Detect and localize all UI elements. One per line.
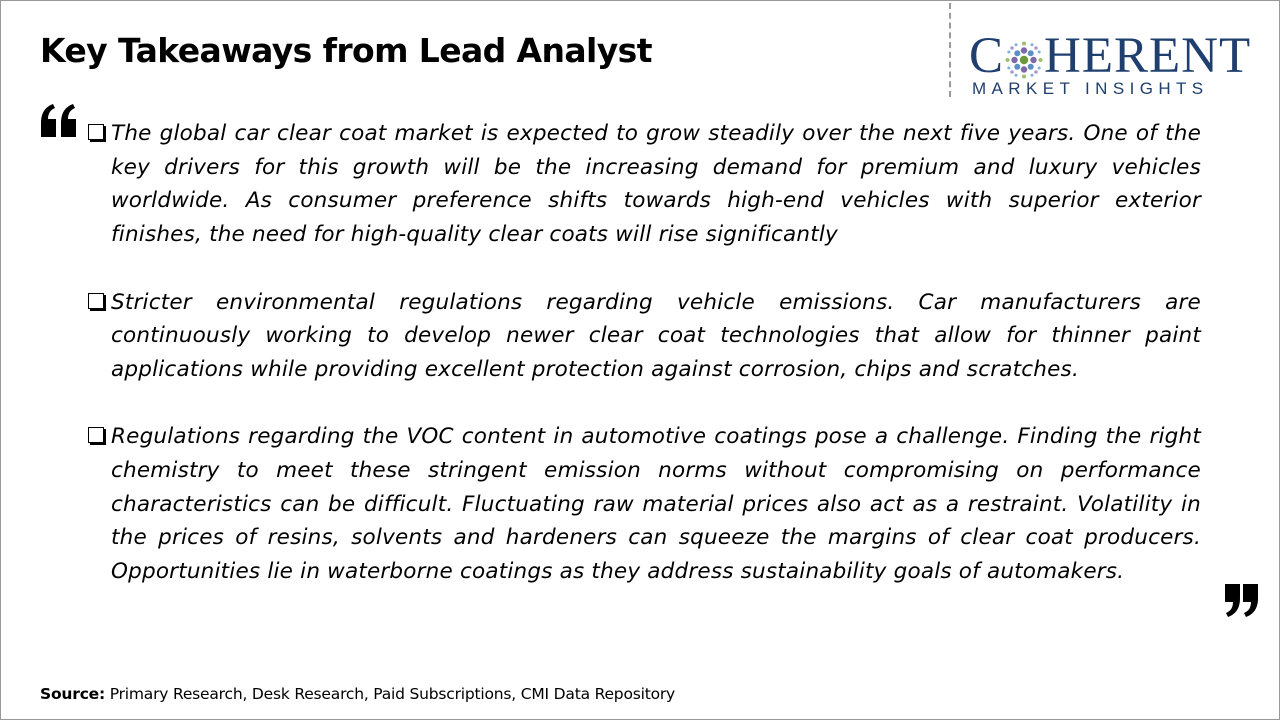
close-quote-icon — [1223, 584, 1259, 618]
checkbox-square-icon — [88, 124, 104, 140]
list-item — [87, 117, 1201, 252]
logo-word-start: C — [969, 28, 1005, 84]
source-text: Primary Research, Desk Research, Paid Subscriptions, CMI Data Repository — [105, 685, 676, 703]
takeaways-list — [87, 117, 1201, 623]
logo-subtitle: MARKET INSIGHTS — [972, 79, 1209, 98]
bullet-text: Stricter environmental regulations regarding vehicle emissions. Car manufacturers are continuously working to develop newer clear coat technologies that allow for thinner paint applications while providing excellent protection against corrosion, chips and scratches. — [111, 289, 1201, 382]
source-note — [40, 685, 675, 703]
dotted-globe-icon — [1005, 36, 1043, 74]
logo-word-end: HERENT — [1044, 28, 1252, 84]
list-item — [87, 286, 1201, 387]
open-quote-icon — [39, 103, 79, 139]
page-title: Key Takeaways from Lead Analyst — [40, 31, 652, 70]
bullet-text: Regulations regarding the VOC content in automotive coatings pose a challenge. Finding the right chemistry to meet these stringent emission norms without compromising on performance characteristics can be difficult. Fluctuating raw material prices also act as a restraint. Volatility in the prices of resins, solvents and hardeners can squeeze the margins of clear coat producers. Opportunities lie in waterborne coatings as they address sustainability goals of automakers. — [111, 424, 1201, 585]
checkbox-square-icon — [88, 293, 104, 309]
logo-divider — [949, 3, 951, 97]
company-logo — [967, 29, 1263, 101]
list-item — [87, 420, 1201, 589]
bullet-text: The global car clear coat market is expected to grow steadily over the next five years. One of the key drivers for this growth will be the increasing demand for premium and luxury vehicles worldwide. As consumer preference shifts towards high-end vehicles with superior exterior finishes, the need for high-quality clear coats will rise significantly — [111, 121, 1201, 248]
source-label: Source: — [40, 685, 105, 703]
logo-wordmark — [969, 29, 1251, 83]
checkbox-square-icon — [88, 427, 104, 443]
